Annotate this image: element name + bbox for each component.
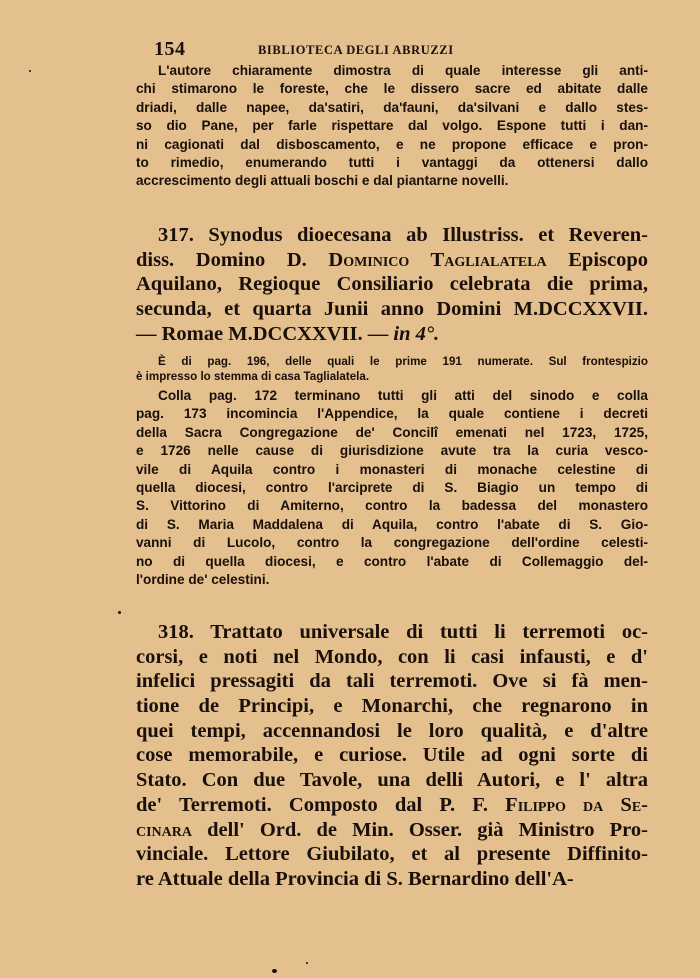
text-line: to rimedio, enumerando tutti i vantaggi da ottenersi dallo	[136, 154, 648, 170]
title-line	[136, 322, 648, 347]
text-line: vanni di Lucolo, contro la congregazione dell'ordine celesti-	[136, 535, 648, 551]
text-line: S. Vittorino di Amiterno, contro la badessa del monastero	[136, 498, 648, 514]
title-line	[136, 248, 648, 273]
text-line: e 1726 nelle cause di giurisdizione avute tra la curia vesco-	[136, 443, 648, 459]
running-title: BIBLIOTECA DEGLI ABRUZZI	[258, 43, 454, 57]
text-line: chi stimarono le foreste, che le dissero sacre ed abitate dalle	[136, 81, 648, 97]
title-text: re Attuale della Provincia di S. Bernardino dell'A-	[136, 867, 574, 890]
text-line: so dio Pane, per farle rispettare dal volgo. Espone tutti i dan-	[136, 118, 648, 134]
note-line: è impresso lo stemma di casa Taglialatela.	[136, 369, 370, 383]
entry-317-title	[136, 223, 648, 346]
title-text: Stato. Con due Tavole, una delli Autori, e l' altra	[136, 769, 648, 792]
entry-number: 318.	[158, 621, 211, 643]
entry-number: 317.	[158, 224, 209, 246]
title-text: de' Terremoti. Composto dal P. F.	[136, 793, 506, 816]
page-header	[154, 38, 648, 60]
print-speck	[118, 611, 121, 614]
page-number: 154	[154, 38, 186, 60]
title-text: Synodus dioecesana ab Illustriss. et Reveren-	[208, 224, 648, 246]
text-line: accrescimento degli attuali boschi e dal piantarne novelli.	[136, 173, 509, 189]
text-line: Colla pag. 172 terminano tutti gli atti del sinodo e colla	[158, 388, 648, 403]
text-line: l'ordine de' celestini.	[136, 571, 270, 587]
text-line: vile di Aquila contro i monasteri di monache celestine di	[136, 461, 648, 477]
title-text: Episcopo	[546, 248, 648, 271]
title-text: — Romae M.DCCXXVII. —	[136, 322, 394, 345]
title-line	[136, 867, 648, 892]
entry-317-note	[136, 355, 648, 384]
title-text: corsi, e noti nel Mondo, con li casi infausti, e d'	[136, 645, 648, 668]
text-line: della Sacra Congregazione de' Concilî emenati nel 1723, 1725,	[136, 424, 648, 440]
text-line: L'autore chiaramente dimostra di quale interesse gli anti-	[158, 63, 648, 78]
print-speck	[306, 962, 308, 964]
print-speck	[272, 969, 277, 973]
entry-317-description	[136, 387, 648, 589]
title-line	[136, 694, 648, 719]
title-line	[136, 818, 648, 843]
title-text: tione de Principi, e Monarchi, che regnarono in	[136, 695, 648, 718]
title-text: vinciale. Lettore Giubilato, et al presente Diffinito-	[136, 843, 648, 866]
title-text: dell' Ord. de Min. Osser. già Ministro Pro-	[192, 818, 648, 841]
title-line	[136, 297, 648, 322]
note-line: È di pag. 196, delle quali le prime 191 numerate. Sul frontespizio	[158, 355, 648, 368]
title-line	[136, 743, 648, 768]
title-text: Aquilano, Regioque Consiliario celebrata die prima,	[136, 273, 648, 296]
title-text: secunda, et quarta Junii anno Domini M.DCCXXVII.	[136, 298, 648, 321]
entry-318-title	[136, 620, 648, 892]
smallcaps-name: cinara	[136, 818, 192, 841]
smallcaps-name: Dominico Taglialatela	[328, 248, 547, 271]
intro-paragraph	[136, 62, 648, 191]
title-line	[136, 669, 648, 694]
text-line: no di quella diocesi, e contro l'abate di Collemaggio del-	[136, 553, 648, 569]
title-text: cose memorabile, e curiose. Utile ad ogni sorte di	[136, 744, 648, 767]
text-line: pag. 173 incomincia l'Appendice, la quale contiene i decreti	[136, 406, 648, 422]
title-line	[136, 842, 648, 867]
title-text: diss. Domino D.	[136, 248, 329, 271]
title-line	[136, 620, 648, 645]
title-line	[136, 719, 648, 744]
title-text: infelici pressagiti da tali terremoti. Ove si fà men-	[136, 670, 648, 693]
title-line	[136, 272, 648, 297]
title-text: Trattato universale di tutti li terremoti oc-	[210, 621, 648, 643]
smallcaps-name: Filippo da Se-	[505, 793, 648, 816]
title-line	[136, 793, 648, 818]
title-line	[136, 768, 648, 793]
text-line: ni cagionati dal disboscamento, e ne propone efficace e pron-	[136, 136, 648, 152]
text-line: di S. Maria Maddalena di Aquila, contro l'abate di S. Gio-	[136, 516, 648, 532]
print-speck	[29, 70, 31, 72]
format-label: in 4°.	[393, 322, 440, 345]
text-line: quella diocesi, contro l'arciprete di S. Biagio un tempo di	[136, 479, 648, 495]
title-text: quei tempi, accennandosi le loro qualità, e d'altre	[136, 719, 648, 742]
title-line	[136, 645, 648, 670]
text-line: driadi, dalle napee, da'satiri, da'fauni, da'silvani e dallo stes-	[136, 99, 648, 115]
title-line	[136, 223, 648, 248]
